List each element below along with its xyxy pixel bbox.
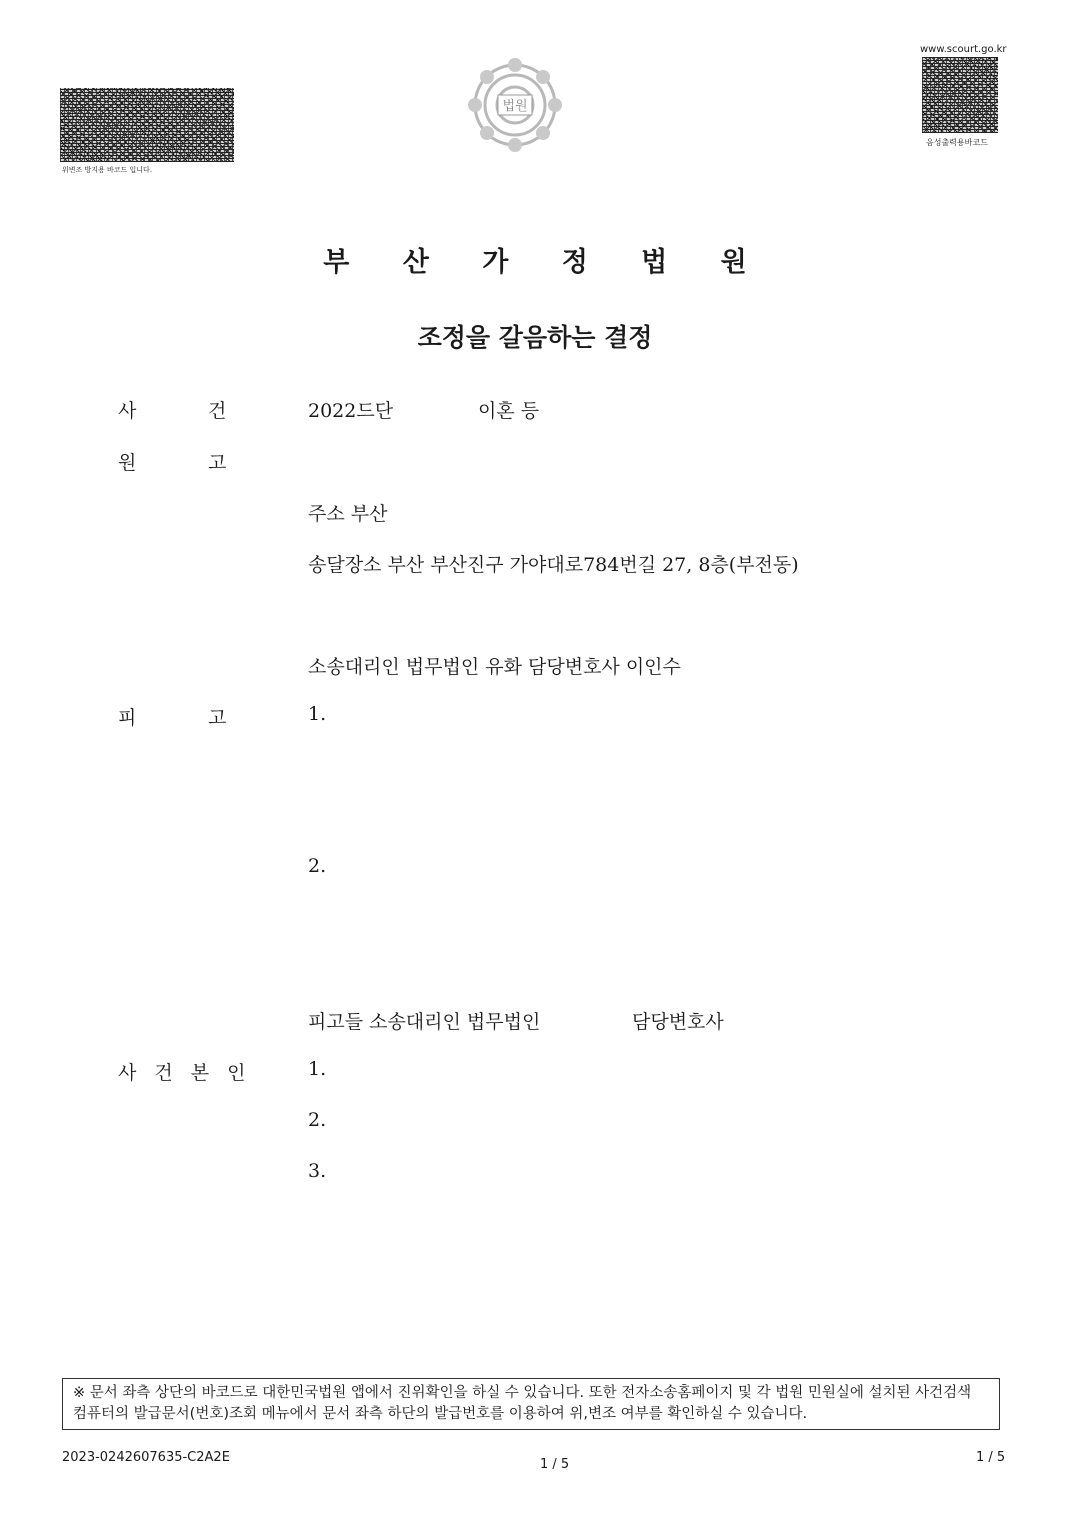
- plaintiff-address: 주소 부산: [308, 503, 388, 525]
- defendant-attorney: 피고들 소송대리인 법무법인: [308, 1011, 541, 1033]
- page-number-right: 1 / 5: [976, 1450, 1006, 1465]
- case-label-2: 건: [208, 400, 227, 422]
- plaintiff-label-1: 원: [118, 452, 137, 474]
- voice-output-barcode: [922, 57, 998, 133]
- page-number-center: 1 / 5: [540, 1457, 570, 1472]
- plaintiff-attorney: 소송대리인 법무법인 유화 담당변호사 이인수: [308, 656, 681, 678]
- verification-notice: ※ 문서 좌측 상단의 바코드로 대한민국법원 앱에서 진위확인을 하실 수 있습니다. 또한 전자소송홈페이지 및 각 법원 민원실에 설치된 사건검색 컴퓨터의 발급문서(번호)조회 메뉴에서 문서 좌측 하단의 발급번호를 이용하여 위,변조 여부를 확인하실 수 있습니다.: [62, 1378, 1000, 1430]
- plaintiff-label-2: 고: [208, 452, 227, 474]
- document-title: 조정을 갈음하는 결정: [417, 323, 653, 352]
- defendant-label-2: 고: [208, 707, 227, 729]
- court-name: 부 산 가 정 법 원: [323, 247, 769, 278]
- defendant-item: 1.: [308, 703, 327, 725]
- site-url: www.scourt.go.kr: [920, 44, 1007, 55]
- defendant-attorney-role: 담당변호사: [632, 1011, 724, 1033]
- seal-text: 법원: [502, 99, 528, 114]
- plaintiff-delivery-address: 송달장소 부산 부산진구 가야대로784번길 27, 8층(부전동): [308, 554, 799, 576]
- case-name: 이혼 등: [478, 400, 540, 422]
- principal-item: 1.: [308, 1058, 327, 1080]
- anti-forgery-caption: 위변조 방지용 바코드 입니다.: [62, 166, 153, 174]
- issue-number: 2023-0242607635-C2A2E: [62, 1450, 230, 1465]
- court-seal-icon: [468, 55, 562, 153]
- case-label-1: 사: [118, 400, 137, 422]
- defendant-item: 2.: [308, 855, 327, 877]
- case-number: 2022드단: [308, 400, 394, 422]
- voice-barcode-caption: 음성출력용바코드: [926, 138, 988, 147]
- defendant-label-1: 피: [118, 707, 137, 729]
- principal-label: 사 건 본 인: [118, 1062, 252, 1084]
- principal-item: 2.: [308, 1109, 327, 1131]
- principal-item: 3.: [308, 1160, 327, 1182]
- anti-forgery-barcode: [60, 88, 234, 162]
